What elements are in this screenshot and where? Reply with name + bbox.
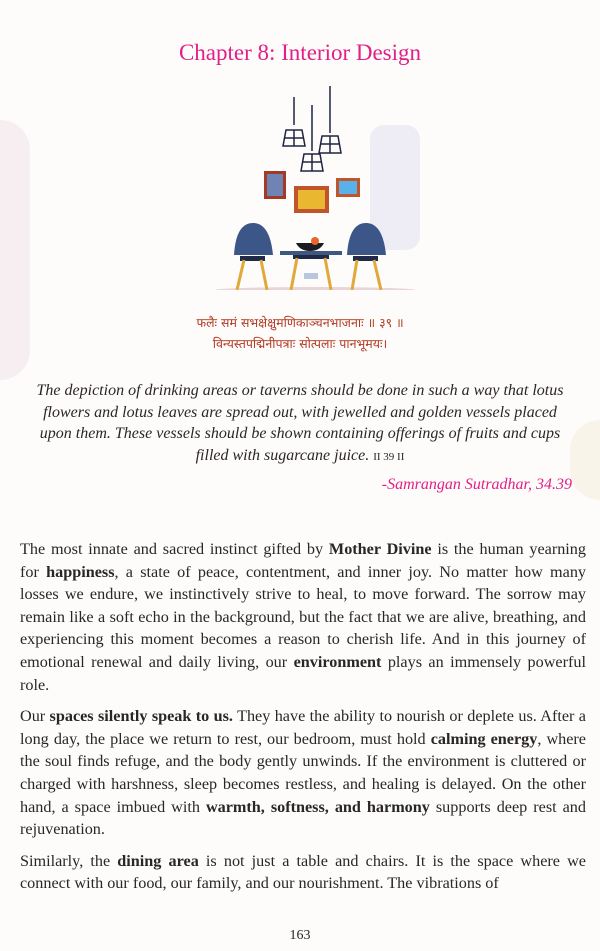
- paragraph: [20, 850, 586, 895]
- text: Our: [20, 707, 50, 726]
- text: Similarly, the: [20, 851, 118, 870]
- page-number: 163: [289, 928, 311, 943]
- verse-number: II 39 II: [373, 450, 405, 463]
- text: is the human yearning for: [20, 540, 586, 581]
- text: supports deep rest and rejuvenation.: [20, 797, 586, 839]
- text: The most innate and sacred instinct gifted by: [20, 540, 329, 558]
- sanskrit-line: फलैः समं सभक्षेक्षुमणिकाञ्चनभाजनाः ॥ ३९ ॥: [196, 315, 404, 330]
- sanskrit-line: विन्यस्तपद्मिनीपत्राः सोत्पलाः पानभूमयः।: [212, 336, 388, 351]
- text: , a state of peace, contentment, and inner joy. No matter how many losses we endure, we instinctively strive to heal, to move forward. The sorrow may remain like a soft echo in the background, but the fact that we are alive, breathing, and experiencing this moment becomes a reason to cherish life. And in this journey of emotional renewal and daily living, our: [20, 562, 587, 671]
- bold-text: environment: [293, 652, 382, 671]
- sanskrit-verse: [0, 312, 600, 354]
- bold-text: dining area: [117, 851, 199, 870]
- text: They have the ability to nourish or deplete us. After a long day, the place we return to rest, our bedroom, must hold: [20, 707, 586, 748]
- body-text: [20, 538, 586, 904]
- left-chair: [234, 223, 273, 290]
- bold-text: calming energy: [430, 729, 538, 748]
- floor-shadow: [215, 287, 415, 290]
- verse-translation: [30, 380, 570, 468]
- text: plays an immensely powerful role.: [20, 652, 586, 694]
- quote-text: The depiction of drinking areas or taverns should be done in such a way that lotus flowers and lotus leaves are spread out, with jewelled and golden vessels placed upon them. These vessels should be shown containing offerings of fruits and cups filled with sugarcane juice.: [36, 382, 564, 464]
- table: [280, 237, 342, 290]
- pendant-lamp-icon: [283, 86, 341, 171]
- quote-attribution: -Samrangan Sutradhar, 34.39: [381, 476, 572, 493]
- wall-frames: [264, 171, 360, 213]
- paragraph: [20, 538, 586, 696]
- chapter-title: Chapter 8: Interior Design: [178, 40, 422, 65]
- bold-text: happiness: [46, 562, 115, 581]
- text: is not just a table and chairs. It is the space where we connect with our food, our family, and our nourishment. The vibrations of: [20, 851, 586, 893]
- background-tint: [570, 420, 600, 500]
- text: , where the soul finds refuge, and the body gently unwinds. If the environment is cluttered or charged with harshness, sleep becomes restless, and healing is delayed. On the other hand, a space imbued with: [20, 729, 586, 816]
- dining-room-illustration: [200, 70, 440, 290]
- paragraph: [20, 705, 586, 841]
- bold-text: Mother Divine: [328, 540, 432, 558]
- right-chair: [347, 223, 386, 290]
- bold-text: spaces silently speak to us.: [49, 707, 233, 726]
- bold-text: warmth, softness, and harmony: [205, 797, 430, 816]
